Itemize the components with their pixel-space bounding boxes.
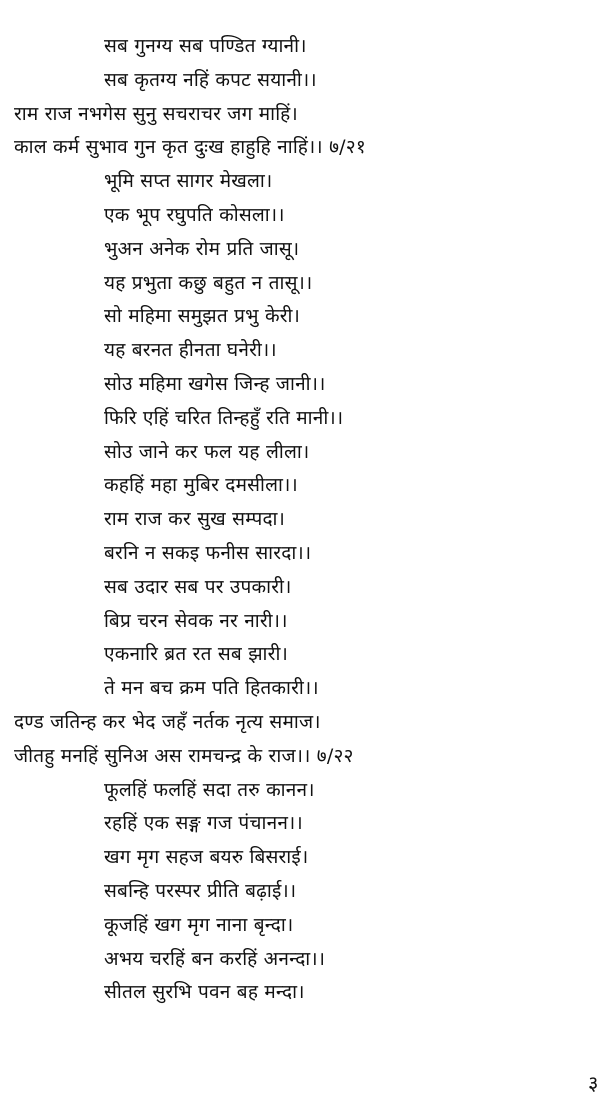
chaupai-line: रहहिं एक सङ्ग गज पंचानन।।	[104, 812, 303, 835]
doha-line: दण्ड जतिन्ह कर भेद जहँ नर्तक नृत्य समाज।	[14, 710, 321, 733]
chaupai-line: सो महिमा समुझत प्रभु केरी।	[104, 305, 301, 328]
chaupai-line: यह प्रभुता कछु बहुत न तासू।।	[104, 271, 313, 294]
doha-line: जीतहु मनहिं सुनिअ अस रामचन्द्र के राज।। ७/२२	[14, 744, 354, 767]
chaupai-line: सब उदार सब पर उपकारी।	[104, 575, 292, 598]
page-number: ३	[588, 1071, 599, 1095]
chaupai-line: बिप्र चरन सेवक नर नारी।।	[104, 609, 288, 632]
chaupai-line: यह बरनत हीनता घनेरी।।	[104, 339, 277, 362]
chaupai-line: भूमि सप्त सागर मेखला।	[104, 170, 273, 193]
chaupai-line: फूलहिं फलहिं सदा तरु कानन।	[104, 778, 315, 801]
chaupai-line: भुअन अनेक रोम प्रति जासू।	[104, 237, 300, 260]
chaupai-line: सबन्हि परस्पर प्रीति बढ़ाई।।	[104, 879, 297, 902]
chaupai-line: राम राज कर सुख सम्पदा।	[104, 508, 286, 531]
chaupai-line: सोउ महिमा खगेस जिन्ह जानी।।	[104, 372, 326, 395]
chaupai-line: ते मन बच क्रम पति हितकारी।।	[104, 677, 319, 700]
chaupai-line: सोउ जाने कर फल यह लीला।	[104, 440, 310, 463]
chaupai-line: एक भूप रघुपति कोसला।।	[104, 203, 285, 226]
verse-block	[0, 30, 600, 1010]
chaupai-line: बरनि न सकइ फनीस सारदा।।	[104, 541, 312, 564]
chaupai-line: कहहिं महा मुबिर दमसीला।।	[104, 474, 298, 497]
chaupai-line: सीतल सुरभि पवन बह मन्दा।	[104, 981, 305, 1004]
chaupai-line: अभय चरहिं बन करहिं अनन्दा।।	[104, 947, 326, 970]
chaupai-line: एकनारि ब्रत रत सब झारी।	[104, 643, 288, 666]
chaupai-line: सब कृतग्य नहिं कपट सयानी।।	[104, 68, 317, 91]
chaupai-line: सब गुनग्य सब पण्डित ग्यानी।	[104, 35, 307, 57]
doha-line: काल कर्म सुभाव गुन कृत दुःख हाहुहि नाहिं।। ७/२१	[14, 136, 366, 159]
chaupai-line: खग मृग सहज बयरु बिसराई।	[104, 846, 309, 869]
doha-line: राम राज नभगेस सुनु सचराचर जग माहिं।	[14, 102, 298, 125]
chaupai-line: कूजहिं खग मृग नाना बृन्दा।	[104, 913, 294, 936]
chaupai-line: फिरि एहिं चरित तिन्हहुँ रति मानी।।	[104, 406, 344, 429]
